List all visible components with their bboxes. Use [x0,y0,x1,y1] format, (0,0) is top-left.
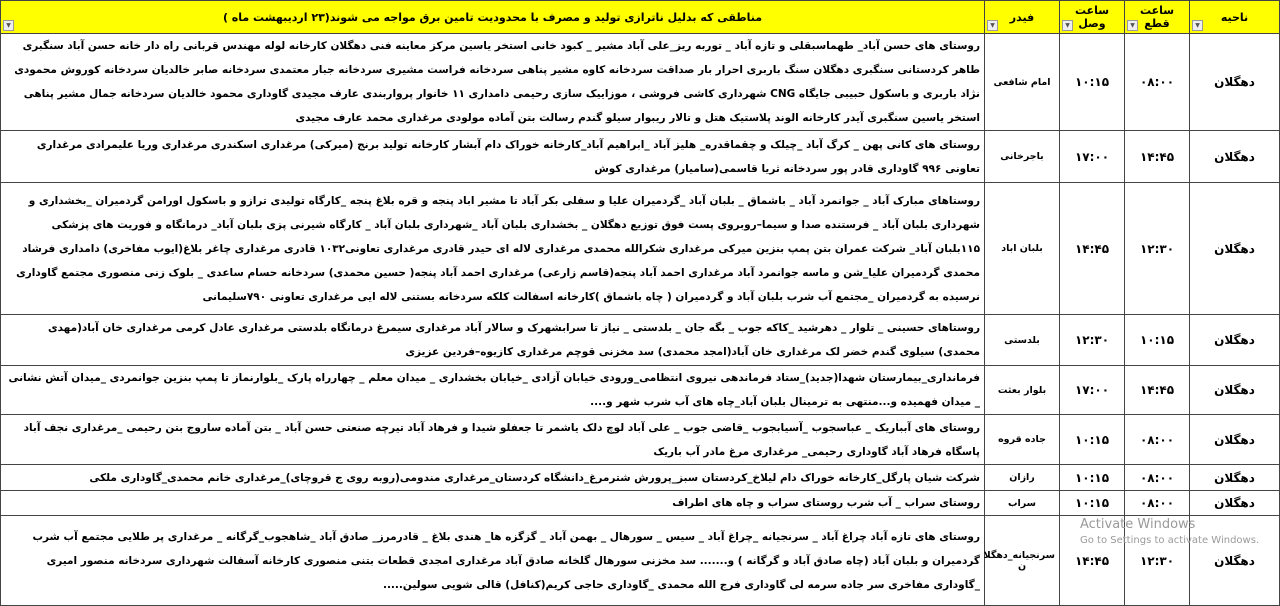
areas-cell[interactable]: روستای سراب _ آب شرب روستای سراب و چاه های اطراف [1,491,985,516]
areas-cell[interactable]: روستاهای حسینی _ تلوار _ دهرشید _کاکه جوب _ بگه جان _ بلدستی _ نیاز تا سرابشهرک و سالار آباد مرغداری سیمرغ درمانگاه بلدستی مرغداری عادل کرمی مرغداری خان آباد(مهدی محمدی) سیلوی گندم خضر لک مرغداری خان آباد(امجد محمدی) سد مخزنی قوچم مرغداری کازیوه–فردین عزیزی [1,315,985,366]
connect-time-cell[interactable]: ۱۴:۴۵ [1060,516,1125,606]
areas-cell[interactable]: فرمانداری_بیمارستان شهدا(جدید)_ستاد فرماندهی نیروی انتظامی_ورودی خیابان آزادی _خیابان بخشداری _ میدان معلم _ چهارراه پارک _بلوارنماز تا پمپ بنزین جوانمردی _میدان آتش نشانی _ میدان فهمیده و...منتهی به ترمینال بلبان آباد_چاه های آب شرب شهر و.... [1,366,985,415]
feeder-cell[interactable]: بلدستی [985,315,1060,366]
areas-cell[interactable]: روستای های تازه آباد چراغ آباد _ سرنجیانه _چراغ آباد _ سیس _ سورهال _ بهمن آباد _ گزگزه ها_ هندی بلاغ _ قادرمرز_ صادق آباد _شاهجوب_گرگانه _ مرغداری پر طلایی مجتمع آب شرب گردمیران و بلبان آباد (چاه صادق آباد و گرگانه ) و....... سد مخزنی سورهال گلخانه صادق آباد مرغداری امجدی قطعات بتنی منصوری کارخانه آسفالت شهرداری سردخانه منصور امیری _گاوداری مفاخری سر جاده سرمه لی گاوداری فرج الله محمدی _گاوداری حاجی کریم(کنافل) قالی شویی سولین..... [1,516,985,606]
cut-time-cell[interactable]: ۱۴:۴۵ [1125,131,1190,183]
areas-cell[interactable]: روستای های آبباریک _ عباسجوب _آسیابجوب _قاضی جوب _ علی آباد لوچ دلک یاشمر تا جعفلو شیدا و فرهاد آباد تیرچه صنعتی حسن آباد _ بتن آماده ساروج بتن رحیمی _مرغداری نجف آباد پاسگاه فرهاد آباد گاوداری رحیمی_ مرغداری مرغ مادر آب باریک [1,415,985,465]
region-cell[interactable]: دهگلان [1190,415,1280,465]
header-connect-time[interactable] [1060,1,1125,34]
region-cell[interactable]: دهگلان [1190,315,1280,366]
table-row [1,491,1280,516]
connect-time-cell[interactable]: ۱۷:۰۰ [1060,131,1125,183]
feeder-cell[interactable]: سرنجیانه_دهگلا ن [985,516,1060,606]
region-cell[interactable]: دهگلان [1190,366,1280,415]
table-row [1,415,1280,465]
feeder-cell[interactable]: سراب [985,491,1060,516]
table-row [1,131,1280,183]
feeder-cell[interactable]: رازان [985,465,1060,491]
table-row [1,34,1280,131]
filter-dropdown-icon[interactable]: ▼ [1127,20,1138,31]
header-connect-time-label: ساعت وصل [1074,4,1110,30]
cut-time-cell[interactable]: ۰۸:۰۰ [1125,415,1190,465]
connect-time-cell[interactable]: ۱۴:۴۵ [1060,183,1125,315]
areas-cell[interactable]: روستاهای مبارک آباد _ جوانمرد آباد _ باشماق _ بلبان آباد _گردمیران علیا و سفلی بکر آباد تا مشیر اباد پنجه و قره بلاغ پنجه _کارگاه تولیدی ترازو و باسکول اورامن گردمیران _بخشداری و شهرداری بلبان آباد _ فرستنده صدا و سیما–روبروی پست فوق توزیع دهگلان _ بخشداری بلبان آباد _شهرداری بلبان آباد _ کارگاه شیرنی پزی بلبان آباد_ درمانگاه و فوریت های پزشکی ۱۱۵بلبان آباد_ شرکت عمران بتن پمپ بنزین میرکی مرغداری شکرالله محمدی مرغداری لاله ای حیدر قادری مرغداری تعاونی۱۰۳۲ قادری مرغداری چاغر بلاغ(ایوب مفاخری) دامداری فرشاد محمدی گردمیران علیا_شن و ماسه جوانمرد آباد مرغداری احمد آباد پنجه(قاسم زارعی) مرغداری احمد آباد پنجه( حسین محمدی) سردخانه حسام ساعدی _ بلوک زنی منصوری مجتمع گاوداری نرسیده به گردمیران _مجتمع آب شرب بلبان آباد و گردمیران ( چاه باشماق )کارخانه اسفالت کلکه سردخانه بستنی لاله ایی مرغداری تعاونی ۷۹۰سلیمانی [1,183,985,315]
cut-time-cell[interactable]: ۰۸:۰۰ [1125,34,1190,131]
header-region[interactable] [1190,1,1280,34]
table-row [1,465,1280,491]
connect-time-cell[interactable]: ۱۰:۱۵ [1060,491,1125,516]
filter-dropdown-icon[interactable]: ▼ [3,20,14,31]
region-cell[interactable]: دهگلان [1190,34,1280,131]
feeder-cell[interactable]: جاده قروه [985,415,1060,465]
connect-time-cell[interactable]: ۱۲:۳۰ [1060,315,1125,366]
feeder-cell[interactable]: باجرخانی [985,131,1060,183]
region-cell[interactable]: دهگلان [1190,491,1280,516]
connect-time-cell[interactable]: ۱۰:۱۵ [1060,415,1125,465]
cut-time-cell[interactable]: ۱۴:۴۵ [1125,366,1190,415]
cut-time-cell[interactable]: ۱۲:۳۰ [1125,516,1190,606]
header-row [1,1,1280,34]
filter-dropdown-icon[interactable]: ▼ [1062,20,1073,31]
header-areas-label: مناطقی که بدلیل ناترازی تولید و مصرف با محدودیت تامین برق مواجه می شوند(۲۳ اردیبهشت ماه ) [222,10,763,24]
watermark-title: Activate Windows [1080,517,1196,532]
filter-dropdown-icon[interactable]: ▼ [987,20,998,31]
header-feeder-label: فیدر [1009,10,1035,24]
activate-windows-watermark [1080,517,1259,549]
table-row [1,183,1280,315]
cut-time-cell[interactable]: ۰۸:۰۰ [1125,465,1190,491]
watermark-subtitle: Go to Settings to activate Windows. [1080,535,1260,546]
header-areas[interactable] [1,1,985,34]
areas-cell[interactable]: روستای های حسن آباد_ طهماسبقلی و تازه آباد _ توربه ریز_علی آباد مشیر _ کبود خانی استخر یاسین مرکز معاینه فنی دهگلان کارخانه لوله مهندس قربانی راه دار خانه حسن آباد سنگبری طاهر کردستانی سنگبری دهگلان سنگ باربری احرار بار صداقت سردخانه کاوه مشیر پناهی سردخانه فراست مشیری سردخانه جبار معتمدی سردخانه صابر خالدیان سردخانه کوروش محمودی نژاد باربری و باسکول حبیبی جایگاه CNG شهرداری کاشی فروشی ، موزاییک سازی رحیمی دامداری ۱۱ خانوار پرواربندی عارف مجیدی گاوداری محمود خالدیان سردخانه جمال مشیر پناهی استخر یاسین سنگبری آیدر کارخانه الوند پلاستیک هتل و تالار ریبوار سیلو گندم رسالت بتن آماده مولودی مرغداری محمد عارف مجیدی [1,34,985,131]
table-row [1,366,1280,415]
region-cell[interactable]: دهگلان [1190,516,1280,606]
header-cut-time[interactable] [1125,1,1190,34]
header-cut-time-label: ساعت قطع [1139,4,1175,30]
header-region-label: ناحیه [1220,10,1249,24]
areas-cell[interactable]: روستای های کانی پهن _ کرگ آباد _چیلک و چقماقدره_ هلیز آباد _ابراهیم آباد_کارخانه خوراک دام آبشار کارخانه تولید برنج (میرکی) مرغداری اسکندری مرغداری وریا علیمرادی مرغداری تعاونی ۹۹۶ گاوداری قادر پور سردخانه ثریا قاسمی(سامیار) مرغداری کوش [1,131,985,183]
cut-time-cell[interactable]: ۱۰:۱۵ [1125,315,1190,366]
connect-time-cell[interactable]: ۱۰:۱۵ [1060,34,1125,131]
region-cell[interactable]: دهگلان [1190,465,1280,491]
header-feeder[interactable] [985,1,1060,34]
feeder-cell[interactable]: امام شافعی [985,34,1060,131]
connect-time-cell[interactable]: ۱۷:۰۰ [1060,366,1125,415]
region-cell[interactable]: دهگلان [1190,183,1280,315]
filter-dropdown-icon[interactable]: ▼ [1192,20,1203,31]
areas-cell[interactable]: شرکت شیان پارگل_کارخانه خوراک دام لیلاخ_کردستان سبز_پرورش شترمرغ_دانشگاه کردستان_مرغداری مندومی(روبه روی ج قروچای)_مرغداری خانم محمدی_گاوداری ملکی [1,465,985,491]
cut-time-cell[interactable]: ۰۸:۰۰ [1125,491,1190,516]
table-row [1,315,1280,366]
region-cell[interactable]: دهگلان [1190,131,1280,183]
cut-time-cell[interactable]: ۱۲:۳۰ [1125,183,1190,315]
feeder-cell[interactable]: بلبان اباد [985,183,1060,315]
feeder-cell[interactable]: بلوار بعثت [985,366,1060,415]
connect-time-cell[interactable]: ۱۰:۱۵ [1060,465,1125,491]
